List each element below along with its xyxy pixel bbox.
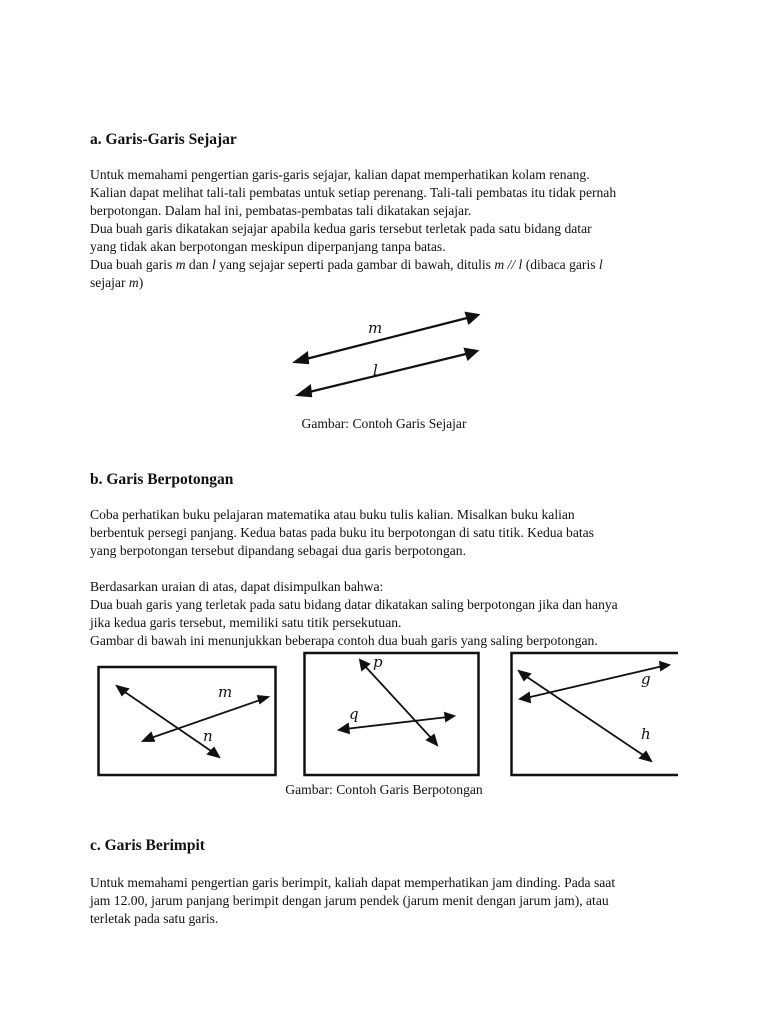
- intersecting-lines-figure-3: [510, 653, 680, 778]
- arrow-head: [445, 713, 454, 721]
- text-line: terletak pada satu garis.: [90, 911, 219, 926]
- label-h: h: [641, 725, 651, 743]
- section-a-heading: a. Garis-Garis Sejajar: [90, 131, 237, 148]
- section-b-heading: b. Garis Berpotongan: [90, 471, 234, 488]
- section-a-paragraph: [90, 166, 690, 292]
- arrow-head: [465, 349, 477, 359]
- text-line: jam 12.00, jarum panjang berimpit dengan jarum pendek (jarum menit dengan jarum jam), atau: [90, 893, 609, 908]
- text-line: jika kedua garis tersebut, memiliki satu titik persekutuan.: [90, 615, 402, 630]
- label-m: m: [218, 683, 233, 701]
- label-g: g: [641, 670, 651, 688]
- label-n: n: [203, 727, 213, 745]
- label-q: q: [349, 705, 359, 723]
- text-line: Untuk memahami pengertian garis berimpit, kaliah dapat memperhatikan jam dinding. Pada saat: [90, 875, 616, 890]
- text-line: yang tidak akan berpotongan meskipun diperpanjang tanpa batas.: [90, 239, 446, 254]
- label-m: m: [368, 319, 383, 337]
- figure-frame: [305, 653, 479, 775]
- label-p: p: [373, 653, 383, 671]
- text-line: Berdasarkan uraian di atas, dapat disimpulkan bahwa:: [90, 579, 384, 594]
- section-b-paragraph-1: [90, 506, 690, 560]
- text-line: Untuk memahami pengertian garis-garis sejajar, kalian dapat memperhatikan kolam renang.: [90, 167, 590, 182]
- intersecting-lines-figure-1: [97, 653, 277, 778]
- text-line: Kalian dapat melihat tali-tali pembatas untuk setiap perenang. Tali-tali pembatas itu tidak pernah: [90, 185, 617, 200]
- text-line: Coba perhatikan buku pelajaran matematika atau buku tulis kalian. Misalkan buku kalian: [90, 507, 575, 522]
- arrow-head: [427, 735, 437, 745]
- text-line: berpotongan. Dalam hal ini, pembatas-pembatas tali dikatakan sejajar.: [90, 203, 472, 218]
- line-p: [364, 665, 433, 740]
- figure-caption-intersecting: Gambar: Contoh Garis Berpotongan: [285, 782, 483, 797]
- figure-caption-parallel: Gambar: Contoh Garis Sejajar: [301, 416, 467, 431]
- arrow-head: [660, 662, 669, 670]
- arrow-head: [295, 353, 308, 363]
- text-line: Dua buah garis yang terletak pada satu bidang datar dikatakan saling berpotongan jika dan hanya: [90, 597, 618, 612]
- figure-frame: [99, 667, 276, 775]
- arrow-head: [143, 733, 154, 741]
- arrow-head: [466, 313, 478, 323]
- text-line: yang berpotongan tersebut dipandang sebagai dua garis berpotongan.: [90, 543, 466, 558]
- arrow-head: [298, 386, 311, 396]
- parallel-lines-figure: [295, 305, 485, 400]
- notation-line-cont: sejajar m): [90, 275, 144, 290]
- line-h: [524, 675, 646, 757]
- intersecting-lines-figure-2: [303, 653, 483, 778]
- section-b-paragraph-2: [90, 578, 690, 650]
- section-c-paragraph: [90, 874, 690, 928]
- arrow-head: [258, 696, 268, 703]
- arrow-head: [520, 693, 530, 702]
- text-line: Dua buah garis dikatakan sejajar apabila kedua garis tersebut terletak pada satu bidang datar: [90, 221, 592, 236]
- text-line: Gambar di bawah ini menunjukkan beberapa contoh dua buah garis yang saling berpotongan.: [90, 633, 598, 648]
- line-l: [305, 353, 470, 393]
- arrow-head: [339, 724, 349, 733]
- text-line: berbentuk persegi panjang. Kedua batas pada buku itu berpotongan di satu titik. Kedua batas: [90, 525, 594, 540]
- figure-frame: [512, 653, 679, 775]
- notation-line: Dua buah garis m dan l yang sejajar seperti pada gambar di bawah, ditulis m // l (dibaca garis l: [90, 257, 603, 272]
- label-l: l: [373, 361, 378, 379]
- line-m: [302, 317, 471, 360]
- line-q: [345, 717, 448, 729]
- section-c-heading: c. Garis Berimpit: [90, 837, 205, 854]
